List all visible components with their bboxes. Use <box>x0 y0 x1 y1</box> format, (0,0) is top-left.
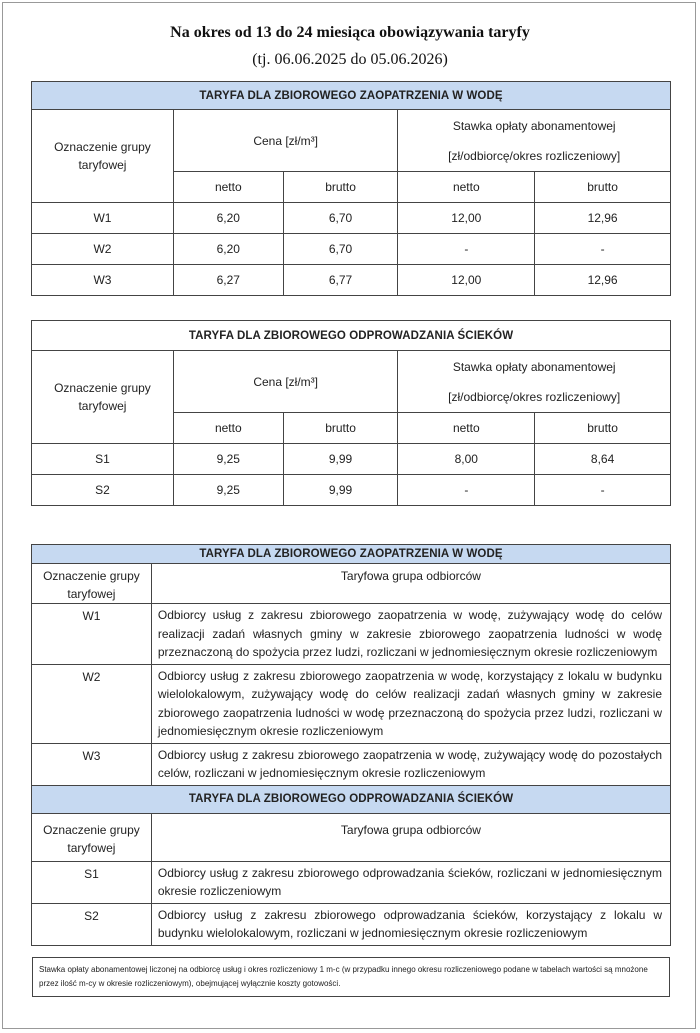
group-cell: S1 <box>32 861 152 903</box>
group-header-cell <box>32 351 174 444</box>
groups-sewage-title: TARYFA DLA ZBIOROWEGO ODPROWADZANIA ŚCIEKÓW <box>32 785 671 813</box>
fee-netto-cell: - <box>398 475 535 506</box>
price-brutto-cell: 6,77 <box>283 265 398 296</box>
water-tariff-table <box>31 81 671 296</box>
desc-cell: Odbiorcy usług z zakresu zbiorowego odprowadzania ścieków, rozliczani w jednomiesięcznym okresie rozliczeniowym <box>151 861 670 903</box>
table-row <box>32 475 671 506</box>
group-cell: W1 <box>32 203 174 234</box>
page-subtitle: (tj. 06.06.2025 do 05.06.2026) <box>252 51 448 68</box>
fee-brutto-cell: 12,96 <box>535 203 671 234</box>
desc-cell: Odbiorcy usług z zakresu zbiorowego zaopatrzenia w wodę, zużywający wodę do pozostałych celów, rozliczani w jednomiesięcznym okresie rozliczeniowym <box>151 743 670 785</box>
group-cell: W3 <box>32 265 174 296</box>
group-header: Oznaczenie grupy taryfowej <box>54 381 151 413</box>
fee-netto-cell: - <box>398 234 535 265</box>
desc-header: Taryfowa grupa odbiorców <box>151 564 670 604</box>
table-row <box>32 203 671 234</box>
price-netto-cell: 6,20 <box>173 234 283 265</box>
fee-header-line2: [zł/odbiorcę/okres rozliczeniowy] <box>448 148 621 163</box>
price-netto-cell: 9,25 <box>173 475 283 506</box>
brutto-header: brutto <box>283 172 398 203</box>
table-row <box>32 861 671 903</box>
group-cell: W2 <box>32 664 152 743</box>
fee-header-line2: [zł/odbiorcę/okres rozliczeniowy] <box>448 389 621 404</box>
group-header-cell <box>32 110 174 203</box>
netto-header: netto <box>173 172 283 203</box>
group-cell: W1 <box>32 604 152 665</box>
fee-brutto-cell: - <box>535 475 671 506</box>
price-brutto-cell: 6,70 <box>283 203 398 234</box>
group-cell: W3 <box>32 743 152 785</box>
netto-header: netto <box>398 172 535 203</box>
group-cell: S2 <box>32 903 152 945</box>
sewage-tariff-table <box>31 320 671 506</box>
group-header: Oznaczenie grupy taryfowej <box>32 564 152 604</box>
group-cell: W2 <box>32 234 174 265</box>
table-row <box>32 234 671 265</box>
price-header: Cena [zł/m³] <box>173 351 398 413</box>
brutto-header: brutto <box>283 413 398 444</box>
tariff-groups-table <box>31 544 671 946</box>
fee-header <box>398 110 671 172</box>
brutto-header: brutto <box>535 413 671 444</box>
fee-netto-cell: 8,00 <box>398 444 535 475</box>
page-title: Na okres od 13 do 24 miesiąca obowiązywania taryfy <box>170 24 530 41</box>
group-header: Oznaczenie grupy taryfowej <box>54 140 151 172</box>
price-netto-cell: 6,27 <box>173 265 283 296</box>
desc-cell: Odbiorcy usług z zakresu zbiorowego odprowadzania ścieków, korzystający z lokalu w budynku wielolokalowym, rozliczani w jednomiesięcznym okresie rozliczeniowym <box>151 903 670 945</box>
fee-header <box>398 351 671 413</box>
desc-cell: Odbiorcy usług z zakresu zbiorowego zaopatrzenia w wodę, korzystający z lokalu w budynku wielolokalowym, zużywający wodę do celów realizacji zadań własnych gminy w zakresie zbiorowego zaopatrzenia ludności w wodę przeznaczoną do spożycia przez ludzi, rozliczani w jednomiesięcznym okresie rozliczeniowym <box>151 664 670 743</box>
fee-brutto-cell: - <box>535 234 671 265</box>
water-table-title: TARYFA DLA ZBIOROWEGO ZAOPATRZENIA W WODĘ <box>32 82 671 110</box>
fee-header-line1: Stawka opłaty abonamentowej <box>452 359 616 374</box>
brutto-header: brutto <box>535 172 671 203</box>
fee-netto-cell: 12,00 <box>398 265 535 296</box>
price-brutto-cell: 9,99 <box>283 475 398 506</box>
table-row <box>32 444 671 475</box>
desc-header: Taryfowa grupa odbiorców <box>151 813 670 861</box>
group-cell: S2 <box>32 475 174 506</box>
fee-header-line1: Stawka opłaty abonamentowej <box>452 118 616 133</box>
netto-header: netto <box>398 413 535 444</box>
footnote: Stawka opłaty abonamentowej liczonej na odbiorcę usług i okres rozliczeniowy 1 m-c (w przypadku innego okresu rozliczeniowego podane w tabelach wartości są mnożone przez ilość m-cy w okresie rozliczeniowym), obejmującej wyłącznie koszty gotowości. <box>32 957 670 997</box>
table-row <box>32 265 671 296</box>
table-row <box>32 903 671 945</box>
sewage-table-title: TARYFA DLA ZBIOROWEGO ODPROWADZANIA ŚCIEKÓW <box>32 321 671 351</box>
groups-water-title: TARYFA DLA ZBIOROWEGO ZAOPATRZENIA W WODĘ <box>32 545 671 564</box>
fee-brutto-cell: 8,64 <box>535 444 671 475</box>
group-header: Oznaczenie grupy taryfowej <box>32 813 152 861</box>
price-netto-cell: 9,25 <box>173 444 283 475</box>
price-netto-cell: 6,20 <box>173 203 283 234</box>
desc-cell: Odbiorcy usług z zakresu zbiorowego zaopatrzenia w wodę, zużywający wodę do celów realizacji zadań własnych gminy w zakresie zbiorowego zaopatrzenia ludności w wodę przeznaczoną do spożycia przez ludzi, rozliczani w jednomiesięcznym okresie rozliczeniowym <box>151 604 670 665</box>
fee-netto-cell: 12,00 <box>398 203 535 234</box>
netto-header: netto <box>173 413 283 444</box>
group-cell: S1 <box>32 444 174 475</box>
price-brutto-cell: 9,99 <box>283 444 398 475</box>
table-row <box>32 604 671 665</box>
table-row <box>32 743 671 785</box>
price-brutto-cell: 6,70 <box>283 234 398 265</box>
fee-brutto-cell: 12,96 <box>535 265 671 296</box>
table-row <box>32 664 671 743</box>
price-header: Cena [zł/m³] <box>173 110 398 172</box>
